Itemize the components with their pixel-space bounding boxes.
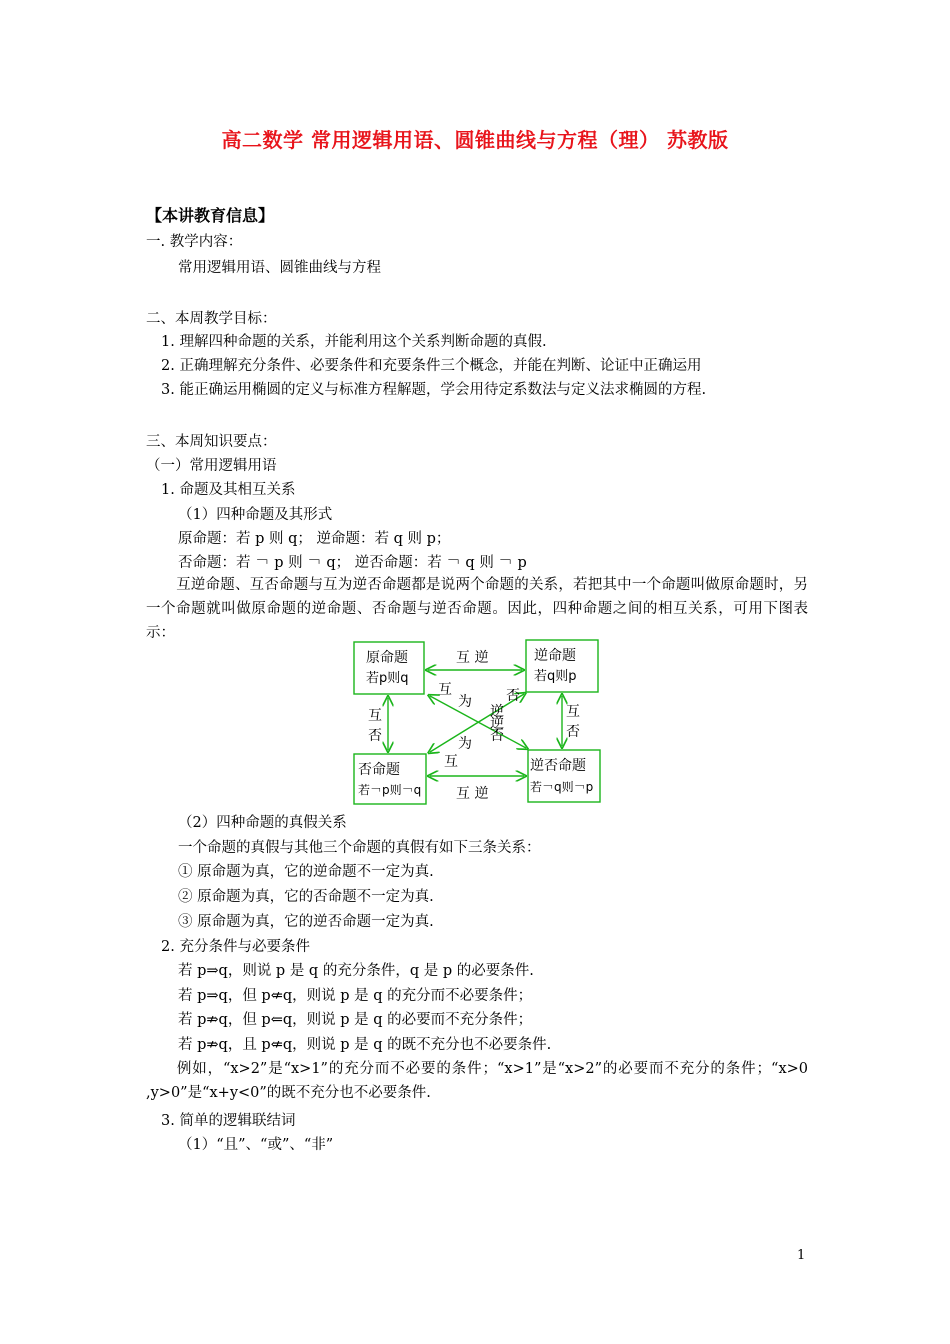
label-diag2-4: 互 xyxy=(444,754,458,770)
label-diag2-3: 为 xyxy=(458,736,472,752)
example-paragraph-text: 例如，“x>2”是“x>1”的充分而不必要的条件；“x>1”是“x>2”的必要而不充分的条件；“x>0 ,y>0”是“x+y<0”的既不充分也不必要条件. xyxy=(146,1061,808,1101)
box-inverse-title: 否命题 xyxy=(358,762,400,778)
box-original-title: 原命题 xyxy=(366,650,408,666)
label-diag2-1: 否 xyxy=(506,688,520,704)
s3-item3-1: （1）“且”、“或”、“非” xyxy=(178,1137,334,1153)
s3-item1-1: （1）四种命题及其形式 xyxy=(178,507,333,523)
s2-item-2: 2. 正确理解充分条件、必要条件和充要条件三个概念，并能在判断、论证中正确运用 xyxy=(161,358,702,374)
relations-paragraph xyxy=(146,573,808,645)
box-converse-title: 逆命题 xyxy=(534,648,576,664)
label-diag2-2: 逆 xyxy=(490,716,504,732)
s2-heading: 二、本周教学目标： xyxy=(146,311,277,327)
truth-3: ③ 原命题为真，它的逆否命题一定为真. xyxy=(178,914,434,930)
s1-heading: 一. 教学内容： xyxy=(146,234,243,250)
cond-4: 若 p⇏q，且 p⇍q，则说 p 是 q 的既不充分也不必要条件. xyxy=(178,1037,552,1053)
page-title: 高二数学 常用逻辑用语、圆锥曲线与方程（理） 苏教版 xyxy=(221,128,729,152)
truth-2: ② 原命题为真，它的否命题不一定为真. xyxy=(178,889,434,905)
s2-item-3: 3. 能正确运用椭圆的定义与标准方程解题，学会用待定系数法与定义法求椭圆的方程. xyxy=(161,382,707,398)
box-contrapositive-title: 逆否命题 xyxy=(530,758,586,774)
label-right-2: 否 xyxy=(566,724,580,740)
s2-item-1: 1. 理解四种命题的关系，并能利用这个关系判断命题的真假. xyxy=(161,334,547,350)
s3-sub1: （一）常用逻辑用语 xyxy=(146,458,277,474)
label-top: 互 逆 xyxy=(456,650,489,666)
example-paragraph xyxy=(146,1057,808,1105)
s1-content: 常用逻辑用语、圆锥曲线与方程 xyxy=(178,260,381,276)
relations-paragraph-text: 互逆命题、互否命题与互为逆否命题都是说两个命题的关系，若把其中一个命题叫做原命题时，另一个命题就叫做原命题的逆命题、否命题与逆否命题。因此，四种命题之间的相互关系，可用下图表示： xyxy=(146,577,808,641)
s3-item1: 1. 命题及其相互关系 xyxy=(161,482,296,498)
forms-line-2: 否命题：若 ￢ p 则 ￢ q； 逆否命题：若 ￢ q 则 ￢ p xyxy=(178,555,527,571)
truth-1: ① 原命题为真，它的逆命题不一定为真. xyxy=(178,864,434,880)
box-converse-form: 若q则p xyxy=(534,669,577,684)
s3-item2: 2. 充分条件与必要条件 xyxy=(161,939,310,955)
four-propositions-diagram xyxy=(340,636,610,806)
forms-line-1: 原命题：若 p 则 q； 逆命题：若 q 则 p； xyxy=(178,531,451,547)
s3-heading: 三、本周知识要点： xyxy=(146,434,277,450)
label-left-2: 否 xyxy=(368,728,382,744)
label-diag1-1: 互 xyxy=(438,682,452,698)
box-original-form: 若p则q xyxy=(366,671,409,686)
s3-item1-2: （2）四种命题的真假关系 xyxy=(178,815,347,831)
page-number: 1 xyxy=(797,1248,806,1263)
box-contrapositive-form: 若￢q则￢p xyxy=(530,780,594,794)
section-header: 【本讲教育信息】 xyxy=(146,206,275,225)
truth-intro: 一个命题的真假与其他三个命题的真假有如下三条关系： xyxy=(178,840,541,856)
label-diag1-3: 逆 xyxy=(490,704,504,720)
box-inverse-form: 若￢p则￢q xyxy=(358,783,422,797)
label-diag1-2: 为 xyxy=(458,694,472,710)
label-bottom: 互 逆 xyxy=(456,786,489,802)
cond-2: 若 p⇒q，但 p⇍q，则说 p 是 q 的充分而不必要条件； xyxy=(178,988,533,1004)
label-right-1: 互 xyxy=(566,704,580,720)
label-diag1-4: 否 xyxy=(490,728,504,744)
label-left-1: 互 xyxy=(368,708,382,724)
s3-item3: 3. 简单的逻辑联结词 xyxy=(161,1113,296,1129)
cond-3: 若 p⇏q，但 p⇐q，则说 p 是 q 的必要而不充分条件； xyxy=(178,1012,533,1028)
cond-1: 若 p⇒q，则说 p 是 q 的充分条件，q 是 p 的必要条件. xyxy=(178,963,534,979)
